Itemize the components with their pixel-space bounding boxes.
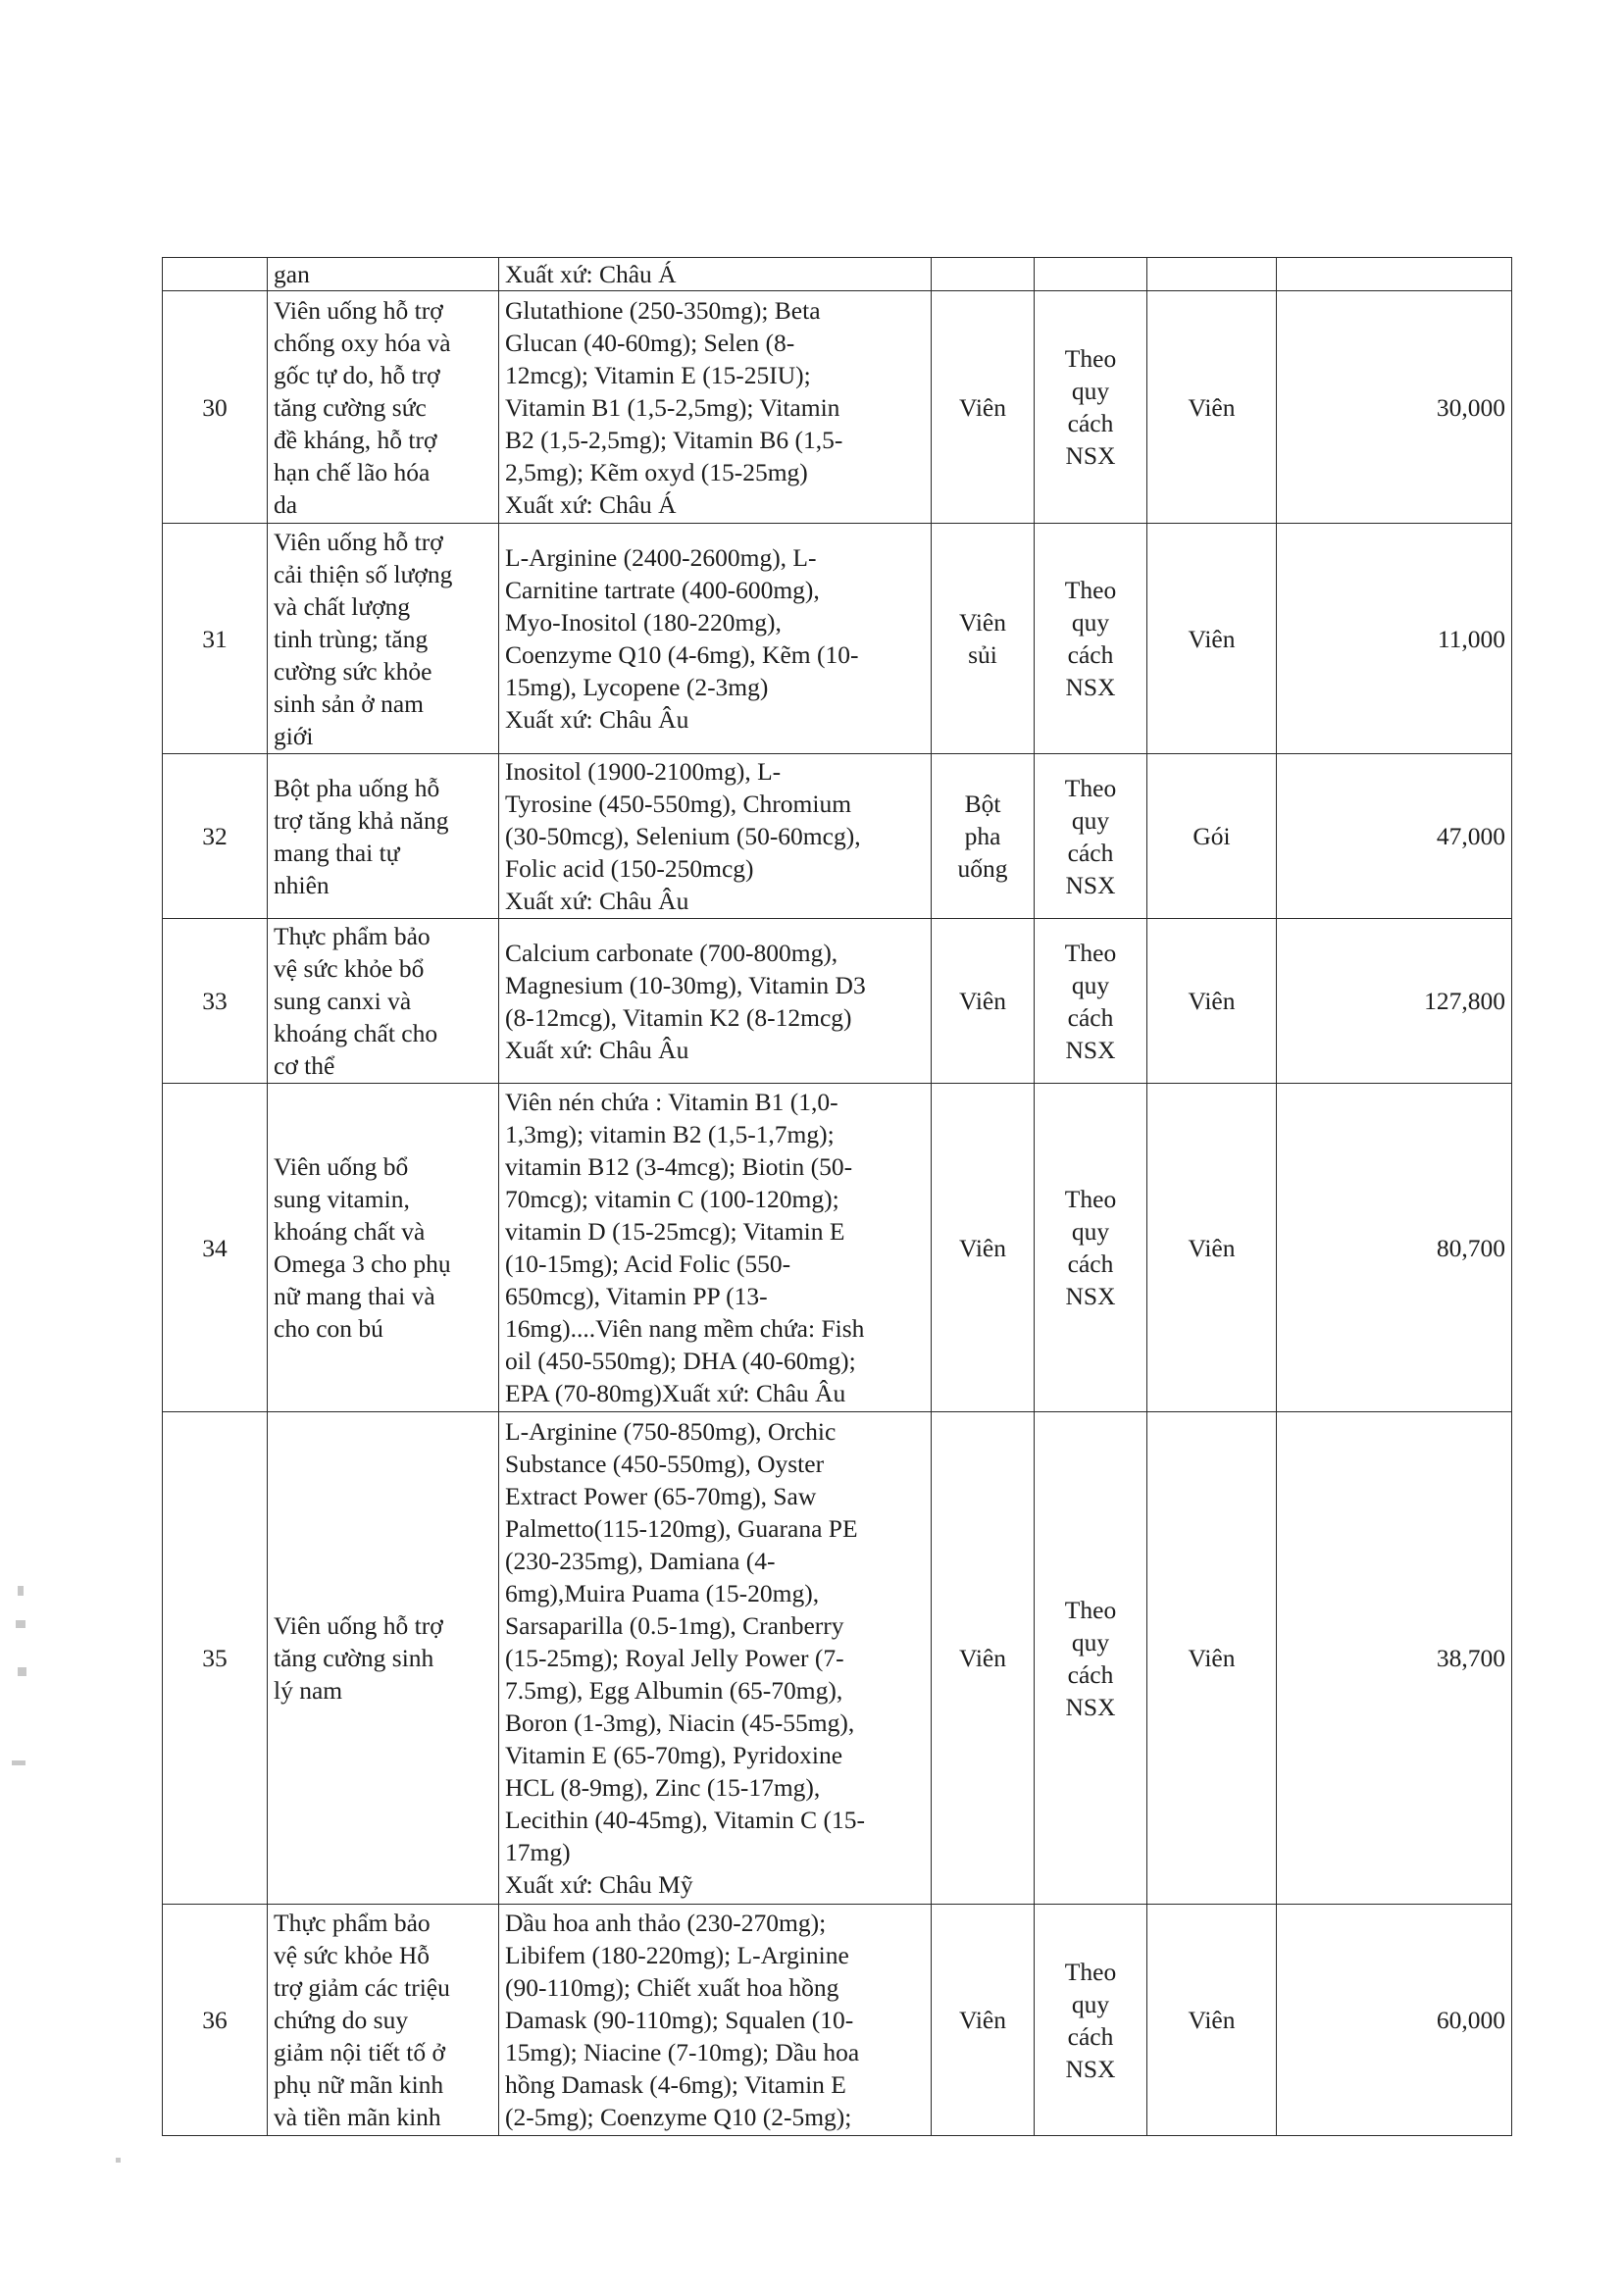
dosage-form-cell: Viên sủi — [932, 524, 1035, 754]
item-number-cell: 33 — [163, 919, 268, 1084]
ingredients-spec-cell: L-Arginine (2400-2600mg), L- Carnitine tartrate (400-600mg), Myo-Inositol (180-220mg), Coenzyme Q10 (4-6mg), Kẽm (10- 15mg), Lycopene (2-3mg) Xuất xứ: Châu Âu — [499, 524, 932, 754]
unit-price-cell: 60,000 — [1277, 1905, 1512, 2136]
product-price-table — [162, 257, 1512, 2136]
packaging-spec-cell: Theo quy cách NSX — [1035, 919, 1147, 1084]
ingredients-spec-cell: Viên nén chứa : Vitamin B1 (1,0- 1,3mg); vitamin B2 (1,5-1,7mg); vitamin B12 (3-4mcg); Biotin (50- 70mcg); vitamin C (100-120mg); vitamin D (15-25mcg); Vitamin E (10-15mg); Acid Folic (550- 650mcg), Vitamin PP (13- 16mg)....Viên nang mềm chứa: Fish oil (450-550mg); DHA (40-60mg); EPA (70-80mg)Xuất xứ: Châu Âu — [499, 1084, 932, 1412]
unit-cell: Viên — [1147, 291, 1277, 524]
packaging-spec-cell: Theo quy cách NSX — [1035, 1084, 1147, 1412]
scan-speck — [16, 1620, 25, 1628]
unit-cell: Viên — [1147, 1905, 1277, 2136]
dosage-form-cell: Viên — [932, 1084, 1035, 1412]
scan-speck — [18, 1586, 24, 1596]
table-row — [163, 919, 1512, 1084]
table-row — [163, 754, 1512, 919]
ingredients-spec-cell: Calcium carbonate (700-800mg), Magnesium (10-30mg), Vitamin D3 (8-12mcg), Vitamin K2 (8-12mcg) Xuất xứ: Châu Âu — [499, 919, 932, 1084]
ingredients-spec-cell: Glutathione (250-350mg); Beta Glucan (40-60mg); Selen (8- 12mcg); Vitamin E (15-25IU); Vitamin B1 (1,5-2,5mg); Vitamin B2 (1,5-2,5mg); Vitamin B6 (1,5- 2,5mg); Kẽm oxyd (15-25mg) Xuất xứ: Châu Á — [499, 291, 932, 524]
unit-price-cell: 127,800 — [1277, 919, 1512, 1084]
unit-price-cell: 38,700 — [1277, 1412, 1512, 1905]
dosage-form-cell: Viên — [932, 919, 1035, 1084]
scan-speck — [18, 1667, 26, 1676]
packaging-spec-cell: Theo quy cách NSX — [1035, 524, 1147, 754]
item-number-cell: 32 — [163, 754, 268, 919]
unit-cell: Viên — [1147, 1412, 1277, 1905]
table-row — [163, 291, 1512, 524]
scan-speck — [116, 2158, 121, 2163]
item-number-cell: 34 — [163, 1084, 268, 1412]
product-name-cell: Viên uống hỗ trợ tăng cường sinh lý nam — [268, 1412, 499, 1905]
table-row — [163, 1084, 1512, 1412]
table-row — [163, 1412, 1512, 1905]
unit-cell: Viên — [1147, 1084, 1277, 1412]
ingredients-spec-cell: Dầu hoa anh thảo (230-270mg); Libifem (180-220mg); L-Arginine (90-110mg); Chiết xuất hoa hồng Damask (90-110mg); Squalen (10- 15mg); Niacine (7-10mg); Dầu hoa hồng Damask (4-6mg); Vitamin E (2-5mg); Coenzyme Q10 (2-5mg); — [499, 1905, 932, 2136]
product-name-cell: Viên uống hỗ trợ chống oxy hóa và gốc tự do, hỗ trợ tăng cường sức đề kháng, hỗ trợ hạn chế lão hóa da — [268, 291, 499, 524]
packaging-spec-cell: Theo quy cách NSX — [1035, 291, 1147, 524]
unit-price-cell: 47,000 — [1277, 754, 1512, 919]
dosage-form-cell: Viên — [932, 1905, 1035, 2136]
item-number-cell — [163, 258, 268, 291]
table-row — [163, 524, 1512, 754]
table-row — [163, 258, 1512, 291]
product-name-cell: Thực phẩm bảo vệ sức khỏe Hỗ trợ giảm các triệu chứng do suy giảm nội tiết tố ở phụ nữ mãn kinh và tiền mãn kinh — [268, 1905, 499, 2136]
dosage-form-cell — [932, 258, 1035, 291]
dosage-form-cell: Bột pha uống — [932, 754, 1035, 919]
unit-price-cell: 80,700 — [1277, 1084, 1512, 1412]
product-name-cell: Bột pha uống hỗ trợ tăng khả năng mang thai tự nhiên — [268, 754, 499, 919]
item-number-cell: 35 — [163, 1412, 268, 1905]
packaging-spec-cell: Theo quy cách NSX — [1035, 754, 1147, 919]
product-name-cell: gan — [268, 258, 499, 291]
packaging-spec-cell: Theo quy cách NSX — [1035, 1905, 1147, 2136]
table-row — [163, 1905, 1512, 2136]
unit-cell: Gói — [1147, 754, 1277, 919]
ingredients-spec-cell: Xuất xứ: Châu Á — [499, 258, 932, 291]
ingredients-spec-cell: L-Arginine (750-850mg), Orchic Substance (450-550mg), Oyster Extract Power (65-70mg), Saw Palmetto(115-120mg), Guarana PE (230-235mg), Damiana (4- 6mg),Muira Puama (15-20mg), Sarsaparilla (0.5-1mg), Cranberry (15-25mg); Royal Jelly Power (7- 7.5mg), Egg Albumin (65-70mg), Boron (1-3mg), Niacin (45-55mg), Vitamin E (65-70mg), Pyridoxine HCL (8-9mg), Zinc (15-17mg), Lecithin (40-45mg), Vitamin C (15- 17mg) Xuất xứ: Châu Mỹ — [499, 1412, 932, 1905]
unit-cell: Viên — [1147, 524, 1277, 754]
product-name-cell: Viên uống bổ sung vitamin, khoáng chất và Omega 3 cho phụ nữ mang thai và cho con bú — [268, 1084, 499, 1412]
ingredients-spec-cell: Inositol (1900-2100mg), L- Tyrosine (450-550mg), Chromium (30-50mcg), Selenium (50-60mcg), Folic acid (150-250mcg) Xuất xứ: Châu Âu — [499, 754, 932, 919]
dosage-form-cell: Viên — [932, 291, 1035, 524]
product-name-cell: Thực phẩm bảo vệ sức khỏe bổ sung canxi và khoáng chất cho cơ thể — [268, 919, 499, 1084]
item-number-cell: 31 — [163, 524, 268, 754]
item-number-cell: 30 — [163, 291, 268, 524]
unit-cell — [1147, 258, 1277, 291]
product-name-cell: Viên uống hỗ trợ cải thiện số lượng và chất lượng tinh trùng; tăng cường sức khỏe sinh sản ở nam giới — [268, 524, 499, 754]
unit-price-cell: 11,000 — [1277, 524, 1512, 754]
unit-price-cell: 30,000 — [1277, 291, 1512, 524]
table-body — [163, 258, 1512, 2136]
scan-speck — [12, 1760, 25, 1765]
packaging-spec-cell — [1035, 258, 1147, 291]
unit-cell: Viên — [1147, 919, 1277, 1084]
unit-price-cell — [1277, 258, 1512, 291]
dosage-form-cell: Viên — [932, 1412, 1035, 1905]
item-number-cell: 36 — [163, 1905, 268, 2136]
packaging-spec-cell: Theo quy cách NSX — [1035, 1412, 1147, 1905]
